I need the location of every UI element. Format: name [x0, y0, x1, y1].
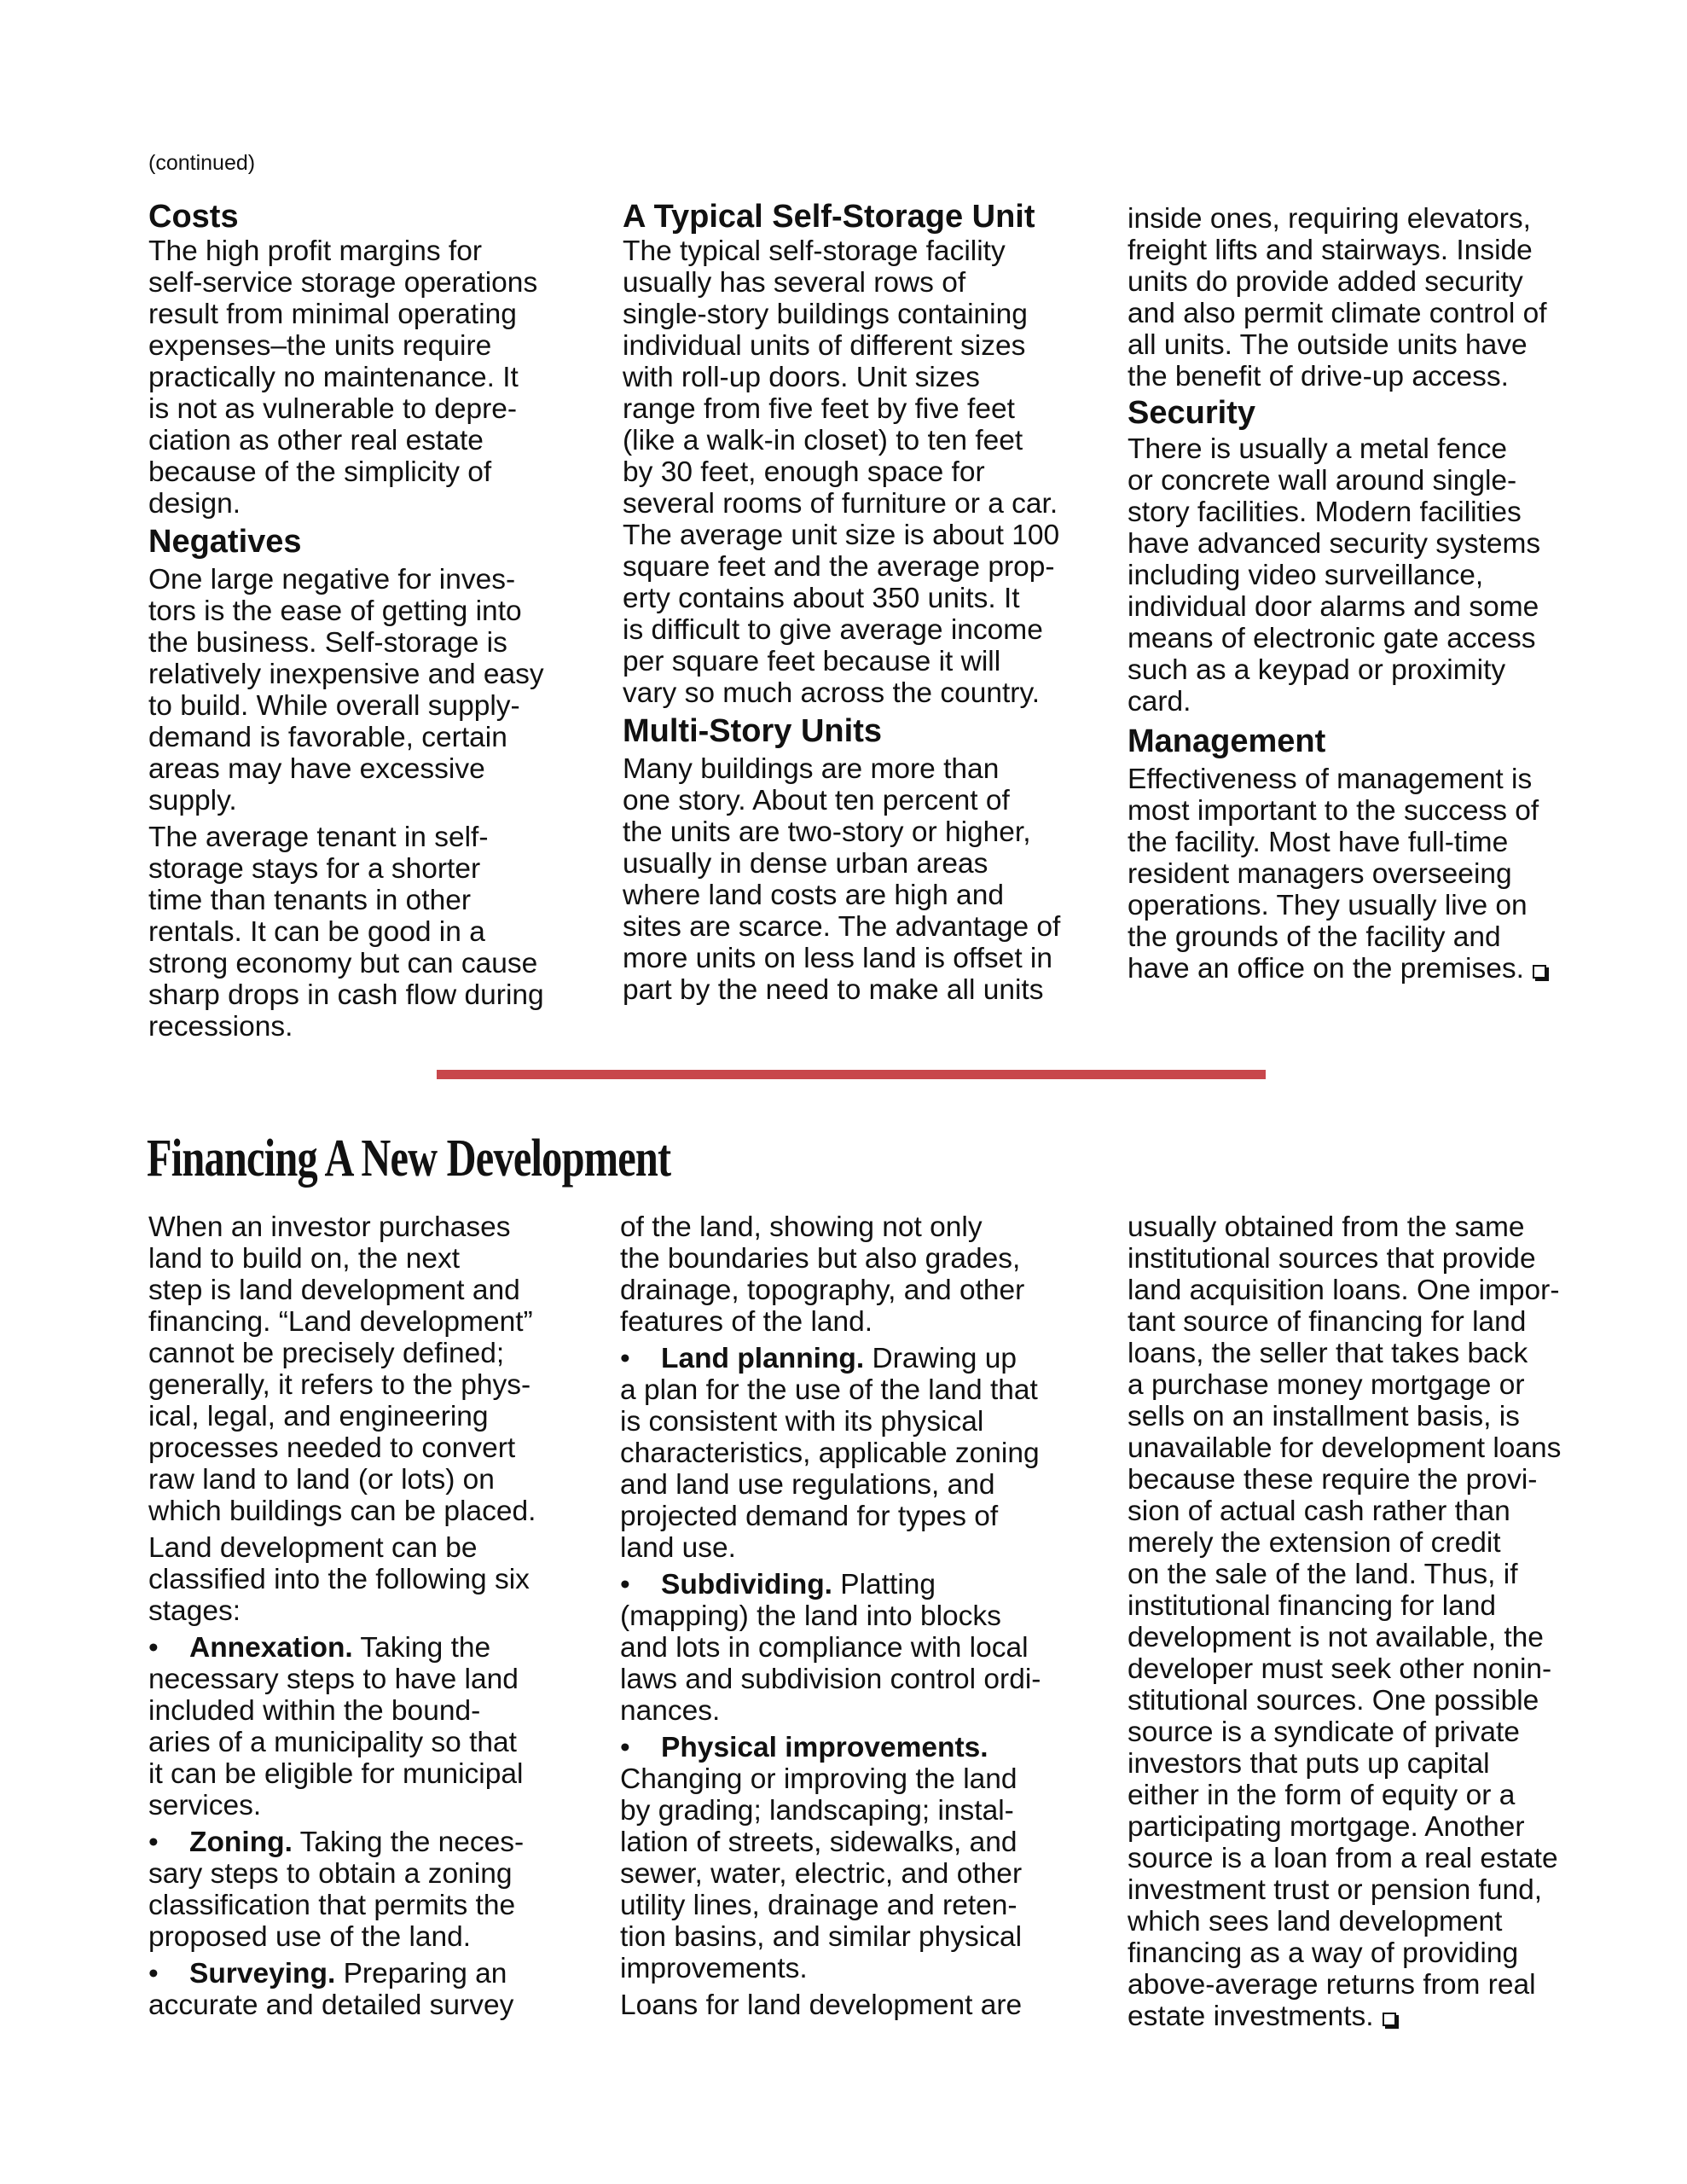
bullet-line	[148, 1827, 592, 1858]
multistory-body	[623, 753, 1100, 1006]
text-line: by 30 feet, enough space for	[623, 456, 985, 488]
text-line: sharp drops in cash flow during	[148, 979, 544, 1011]
text-line: on the sale of the land. Thus, if	[1128, 1559, 1518, 1590]
text-line: because these require the provi-	[1128, 1464, 1538, 1496]
text-line: generally, it refers to the phys-	[148, 1369, 531, 1401]
bullet-term: Zoning.	[189, 1827, 293, 1858]
text-line: where land costs are high and	[623, 880, 1004, 911]
text-line: with roll-up doors. Unit sizes	[623, 362, 980, 393]
text-line: laws and subdivision control ordi-	[620, 1664, 1041, 1695]
text-line: sion of actual cash rather than	[1128, 1496, 1510, 1527]
text-line: relatively inexpensive and easy	[148, 659, 544, 690]
management-heading: Management	[1128, 723, 1326, 759]
bullet-icon: •	[148, 1958, 159, 1989]
text-line: Many buildings are more than	[623, 753, 1000, 785]
text-line: per square feet because it will	[623, 646, 1001, 677]
section-divider	[437, 1070, 1266, 1079]
text-line: step is land development and	[148, 1275, 520, 1306]
text-line: areas may have excessive	[148, 753, 485, 785]
bottom-middle-column	[620, 1211, 1098, 2021]
text-line: (mapping) the land into blocks	[620, 1600, 1001, 1632]
text-line: either in the form of equity or a	[1128, 1780, 1516, 1811]
text-line: features of the land.	[620, 1306, 873, 1338]
bullet-line	[620, 1732, 1098, 1763]
text-line: card.	[1128, 686, 1191, 717]
text-line: practically no maintenance. It	[148, 362, 519, 393]
text-line: source is a loan from a real estate	[1128, 1843, 1558, 1874]
bullet-text: Platting	[832, 1569, 936, 1600]
bullet-text: Taking the	[352, 1632, 491, 1664]
text-line: development is not available, the	[1128, 1622, 1544, 1653]
bullet-text: Preparing an	[335, 1958, 507, 1989]
text-line: loans, the seller that takes back	[1128, 1338, 1528, 1369]
multistory-heading: Multi-Story Units	[623, 713, 882, 749]
text-line: supply.	[148, 785, 237, 816]
text-line: proposed use of the land.	[148, 1921, 472, 1953]
bullet-icon: •	[620, 1569, 630, 1600]
bullet-term: Subdividing.	[661, 1569, 832, 1600]
text-line: all units. The outside units have	[1128, 329, 1528, 361]
text-line: story facilities. Modern facilities	[1128, 497, 1522, 528]
top-middle-column	[623, 198, 1100, 1006]
continued-label: (continued)	[148, 151, 256, 175]
text-line: most important to the success of	[1128, 795, 1539, 827]
bullet-term: Annexation.	[189, 1632, 353, 1664]
text-line: ical, legal, and engineering	[148, 1401, 489, 1432]
text-line: storage stays for a shorter	[148, 853, 481, 885]
text-line: recessions.	[148, 1011, 293, 1043]
multistory-continuation	[1128, 203, 1605, 392]
text-line: stages:	[148, 1595, 241, 1627]
text-line: design.	[148, 488, 241, 520]
text-line: the grounds of the facility and	[1128, 921, 1501, 953]
text-line: tant source of financing for land	[1128, 1306, 1527, 1338]
text-line: tion basins, and similar physical	[620, 1921, 1023, 1953]
text-line: financing as a way of providing	[1128, 1937, 1519, 1969]
text-line: freight lifts and stairways. Inside	[1128, 235, 1533, 266]
text-line: usually has several rows of	[623, 267, 966, 299]
text-line: nances.	[620, 1695, 721, 1727]
text-line: including video surveillance,	[1128, 560, 1484, 591]
text-line: The average unit size is about 100	[623, 520, 1060, 551]
bullet-text: Taking the neces-	[292, 1827, 525, 1858]
bullet-line	[148, 1632, 592, 1664]
text-line: and lots in compliance with local	[620, 1632, 1029, 1664]
stage-subdividing	[620, 1569, 1098, 1727]
text-line: institutional financing for land	[1128, 1590, 1497, 1622]
loans-body	[620, 1989, 1098, 2021]
text-line: ciation as other real estate	[148, 425, 484, 456]
text-line: strong economy but can cause	[148, 948, 538, 979]
top-left-column	[148, 198, 592, 1043]
text-line: Land development can be	[148, 1532, 478, 1564]
bullet-term: Land planning.	[661, 1343, 865, 1374]
text-line: single-story buildings containing	[623, 299, 1028, 330]
text-line: to build. While overall supply-	[148, 690, 520, 722]
text-line: square feet and the average prop-	[623, 551, 1055, 583]
text-line: source is a syndicate of private	[1128, 1716, 1520, 1748]
text-line: the benefit of drive-up access.	[1128, 361, 1509, 392]
text-line: individual units of different sizes	[623, 330, 1026, 362]
text-line: such as a keypad or proximity	[1128, 654, 1506, 686]
negatives-body-1	[148, 564, 592, 816]
text-line: usually in dense urban areas	[623, 848, 988, 880]
text-line: result from minimal operating	[148, 299, 517, 330]
text-line: accurate and detailed survey	[148, 1989, 514, 2021]
stage-annexation	[148, 1632, 592, 1821]
text-line: and land use regulations, and	[620, 1469, 995, 1501]
negatives-heading: Negatives	[148, 524, 302, 560]
text-line: cannot be precisely defined;	[148, 1338, 505, 1369]
text-line: services.	[148, 1790, 262, 1821]
text-line: land to build on, the next	[148, 1243, 461, 1275]
text-line: self-service storage operations	[148, 267, 538, 299]
text-line: sells on an installment basis, is	[1128, 1401, 1520, 1432]
costs-heading: Costs	[148, 199, 239, 235]
text-line: estate investments.	[1128, 2001, 1614, 2032]
stage-physical-improvements	[620, 1732, 1098, 1984]
management-body	[1128, 764, 1605, 985]
text-line: institutional sources that provide	[1128, 1243, 1536, 1275]
text-line: inside ones, requiring elevators,	[1128, 203, 1531, 235]
bullet-term: Surveying.	[189, 1958, 336, 1989]
text-line: classification that permits the	[148, 1890, 516, 1921]
text-line: tors is the ease of getting into	[148, 595, 522, 627]
text-line: rentals. It can be good in a	[148, 916, 485, 948]
text-line: One large negative for inves-	[148, 564, 516, 595]
text-line: because of the simplicity of	[148, 456, 492, 488]
text-line: individual door alarms and some	[1128, 591, 1539, 623]
text-line: have an office on the premises.	[1128, 953, 1605, 985]
text-line: one story. About ten percent of	[623, 785, 1010, 816]
text-line: aries of a municipality so that	[148, 1727, 517, 1758]
text-line: necessary steps to have land	[148, 1664, 519, 1695]
text-line: utility lines, drainage and reten-	[620, 1890, 1017, 1921]
text-line: demand is favorable, certain	[148, 722, 507, 753]
text-line: by grading; landscaping; instal-	[620, 1795, 1014, 1827]
top-right-column	[1128, 203, 1605, 985]
bullet-icon: •	[620, 1343, 630, 1374]
bullet-line	[148, 1958, 592, 1989]
text-line: several rooms of furniture or a car.	[623, 488, 1058, 520]
text-line: the units are two-story or higher,	[623, 816, 1031, 848]
security-body	[1128, 433, 1605, 717]
text-line: which sees land development	[1128, 1906, 1503, 1937]
text-line: resident managers overseeing	[1128, 858, 1512, 890]
bottom-right-column	[1128, 1211, 1614, 2032]
text-line: improvements.	[620, 1953, 808, 1984]
text-line: investment trust or pension fund,	[1128, 1874, 1543, 1906]
text-line: vary so much across the country.	[623, 677, 1041, 709]
text-line: projected demand for types of	[620, 1501, 999, 1532]
text-line: sites are scarce. The advantage of	[623, 911, 1061, 943]
text-line: it can be eligible for municipal	[148, 1758, 524, 1790]
text-line: land use.	[620, 1532, 736, 1564]
text-line: a purchase money mortgage or	[1128, 1369, 1525, 1401]
stage-surveying	[148, 1958, 592, 2021]
text-line: a plan for the use of the land that	[620, 1374, 1038, 1406]
text-line: which buildings can be placed.	[148, 1496, 536, 1527]
stage-zoning	[148, 1827, 592, 1953]
text-line: is consistent with its physical	[620, 1406, 984, 1438]
text-line: is not as vulnerable to depre-	[148, 393, 518, 425]
text-line: part by the need to make all units	[623, 974, 1044, 1006]
bottom-left-column	[148, 1211, 592, 2021]
text-line: or concrete wall around single-	[1128, 465, 1517, 497]
text-line: The high profit margins for	[148, 235, 483, 267]
bullet-line	[620, 1569, 1098, 1600]
text-line: of the land, showing not only	[620, 1211, 983, 1243]
bullet-icon: •	[620, 1732, 630, 1763]
text-line: drainage, topography, and other	[620, 1275, 1025, 1306]
text-line: There is usually a metal fence	[1128, 433, 1508, 465]
intro-body	[148, 1211, 592, 1527]
bullet-term: Physical improvements.	[661, 1732, 988, 1763]
text-line: erty contains about 350 units. It	[623, 583, 1020, 614]
typical-unit-heading: A Typical Self-Storage Unit	[623, 199, 1035, 235]
text-line: The average tenant in self-	[148, 822, 489, 853]
text-line: have advanced security systems	[1128, 528, 1541, 560]
text-line: Effectiveness of management is	[1128, 764, 1533, 795]
surveying-continuation	[620, 1211, 1098, 1338]
end-of-article-icon	[1533, 965, 1546, 979]
text-line: participating mortgage. Another	[1128, 1811, 1525, 1843]
text-line: Loans for land development are	[620, 1989, 1023, 2021]
stages-intro	[148, 1532, 592, 1627]
text-line: (like a walk-in closet) to ten feet	[623, 425, 1023, 456]
bullet-icon: •	[148, 1827, 159, 1858]
security-heading: Security	[1128, 395, 1255, 431]
text-line: stitutional sources. One possible	[1128, 1685, 1539, 1716]
financing-title: Financing A New Development	[147, 1130, 671, 1188]
text-line: characteristics, applicable zoning	[620, 1438, 1040, 1469]
typical-unit-body	[623, 235, 1100, 709]
text-line: When an investor purchases	[148, 1211, 511, 1243]
text-line: raw land to land (or lots) on	[148, 1464, 495, 1496]
text-line: financing. “Land development”	[148, 1306, 533, 1338]
costs-body	[148, 235, 592, 520]
text-line: the facility. Most have full-time	[1128, 827, 1509, 858]
text-line: is difficult to give average income	[623, 614, 1043, 646]
text-line: expenses–the units require	[148, 330, 492, 362]
text-line: land acquisition loans. One impor-	[1128, 1275, 1560, 1306]
text-line: included within the bound-	[148, 1695, 481, 1727]
text-line: time than tenants in other	[148, 885, 472, 916]
text-line: means of electronic gate access	[1128, 623, 1536, 654]
text-line: classified into the following six	[148, 1564, 530, 1595]
text-line: sary steps to obtain a zoning	[148, 1858, 513, 1890]
end-of-article-icon	[1383, 2013, 1396, 2026]
text-line: unavailable for development loans	[1128, 1432, 1562, 1464]
loans-continuation	[1128, 1211, 1614, 2032]
text-line: the boundaries but also grades,	[620, 1243, 1021, 1275]
text-line: merely the extension of credit	[1128, 1527, 1501, 1559]
text-line: investors that puts up capital	[1128, 1748, 1490, 1780]
text-line: usually obtained from the same	[1128, 1211, 1525, 1243]
text-line: range from five feet by five feet	[623, 393, 1015, 425]
text-line: processes needed to convert	[148, 1432, 516, 1464]
stage-land-planning	[620, 1343, 1098, 1564]
text-line: The typical self-storage facility	[623, 235, 1006, 267]
text-line: and also permit climate control of	[1128, 298, 1547, 329]
bullet-line	[620, 1343, 1098, 1374]
negatives-body-2	[148, 822, 592, 1043]
text-line: the business. Self-storage is	[148, 627, 507, 659]
text-line: above-average returns from real	[1128, 1969, 1536, 2001]
bullet-icon: •	[148, 1632, 159, 1664]
text-line: units do provide added security	[1128, 266, 1523, 298]
text-line: sewer, water, electric, and other	[620, 1858, 1023, 1890]
text-line: developer must seek other nonin-	[1128, 1653, 1552, 1685]
text-line: operations. They usually live on	[1128, 890, 1528, 921]
bullet-text: Drawing up	[864, 1343, 1017, 1374]
text-line: more units on less land is offset in	[623, 943, 1053, 974]
text-line: lation of streets, sidewalks, and	[620, 1827, 1017, 1858]
text-line: Changing or improving the land	[620, 1763, 1017, 1795]
